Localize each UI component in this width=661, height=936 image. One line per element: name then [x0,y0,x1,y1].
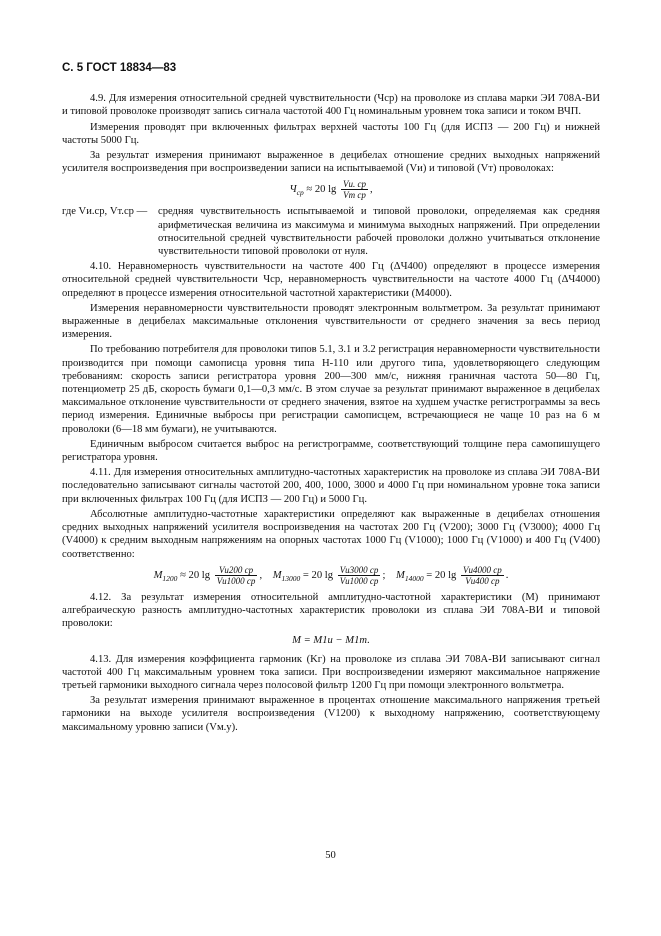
paragraph-4-12: 4.12. За результат измерения относительной амплитудно-частотной характеристики (М) принимают алгебраическую разность амплитудно-частотных характеристик проволоки из сплава ЭИ 708А-ВИ и типовой проволоки: [62,591,600,630]
paragraph-4-10-measure: Измерения неравномерности чувствительности проводят электронным вольтметром. За результат принимают выраженные в децибелах максимальные отклонения чувствительности от среднего значения за весь период измерения. [62,302,600,341]
page-number: 50 [325,850,336,861]
formula-difference: M = M1и − M1т. [292,635,370,647]
formula-frequency-response: $M_{1200} \approx 20$ lg $\frac{Vи200 ср}{Vи1000 ср}$ , $M_{13000} = 20$ lg $\frac{Vи3000 ср}{Vи1000 ср}$ ; $M_{14000} = 20$ lg $\frac{Vи4000 ср}{Vи400 ср}$ . [153,564,509,586]
paragraph-4-9-filters: Измерения проводят при включенных фильтрах верхней частоты 100 Гц (для ИСПЗ — 200 Гц) и нижней частоты 5000 Гц. [62,121,600,146]
definition-block [62,205,600,258]
paragraph-4-10-recorder: По требованию потребителя для проволоки типов 5.1, 3.1 и 3.2 регистрация неравномерности чувствительности производится при помощи самописца уровня типа Н-110 или другого типа, удовлетворяющего следующим требованиям: скорость записи регистратора уровня 200—300 мм/с, нижняя граничная частота 50—80 Гц, потенциометр 25 дБ, скорость бумаги 0,1—0,3 мм/с. В этом случае за результат принимают выраженное в децибелах максимальное отклонение чувствительности от среднего значения, взятое на худшем участке регистрограммы за весь период измерения. Единичные выбросы при регистрации самописцем, встречающиеся не чаще 10 раз на 6 м проволоки (6—18 мм бумаги), не учитываются. [62,344,600,435]
paragraph-4-10-spike: Единичным выбросом считается выброс на регистрограмме, соответствующий толщине пера самопишущего регистратора уровня. [62,438,600,464]
paragraph-4-9-result: За результат измерения принимают выраженное в децибелах отношение средних выходных напряжений усилителя воспроизведения при воспроизведении записи на испытываемой (Vи) и типовой (Vт) проволоках: [62,150,600,175]
paragraph-4-9: 4.9. Для измерения относительной средней чувствительности (Чср) на проволоке из сплава марки ЭИ 708А-ВИ и типовой проволоке производят запись сигнала частотой 400 Гц номинальным уровнем тока записи и током ВЧП. [62,93,600,118]
document-page [62,62,600,736]
paragraph-4-11-abs: Абсолютные амплитудно-частотные характеристики определяют как выраженные в децибелах отношения средних выходных напряжений усилителя воспроизведения на частотах 200 Гц (V200); 3000 Гц (V3000); 4000 Гц (V4000) к средним выходным напряжениям на опорных частотах 1000 Гц (V1000); 1000 Гц (V1000) и 400 Гц (V400) соответственно: [62,508,600,560]
paragraph-4-13-result: За результат измерения принимают выраженное в процентах отношение максимального напряжения третьей гармоники на выходе усилителя воспроизведения (V1200) к выходному напряжению, соответствующему максимальному уровню записи (Vм.у). [62,695,600,733]
page-header: С. 5 ГОСТ 18834—83 [62,62,177,74]
formula-sensitivity: $Ч_{ср} \approx 20$ lg $\frac{Vи. ср}{\text{Vт ср}}$ , [289,179,373,201]
paragraph-4-10: 4.10. Неравномерность чувствительности на частоте 400 Гц (ΔЧ400) определяют в процессе измерения относительной средней чувствительности Чср, неравномерность чувствительности на частоте 4000 Гц (ΔЧ4000) определяют в процессе измерения относительной частотной характеристики (М4000). [62,261,600,299]
paragraph-4-11: 4.11. Для измерения относительных амплитудно-частотных характеристик на проволоке из сплава ЭИ 708А-ВИ последовательно записывают сигналы частотой 200, 400, 1000, 3000 и 4000 Гц при номинальном уровне тока записи при включенных фильтрах 100 Гц (для ИСПЗ — 200 Гц) и 5000 Гц. [62,467,600,505]
definition-text: средняя чувствительность испытываемой и типовой проволоки, определяемая как средняя арифметическая величина из максимума и минимума выходных напряжений. При определении относительной средней чувствительности рабочей проволоки должно учитываться отклонение чувствительности типовой проволоки от нуля. [158,206,600,258]
definition-label: где Vи.ср, Vт.ср — [62,206,148,218]
paragraph-4-13: 4.13. Для измерения коэффициента гармоник (Kг) на проволоке из сплава ЭИ 708А-ВИ записывают сигнал частотой 400 Гц максимальным уровнем тока записи. При воспроизведении измеряют максимальное напряжение третьей гармоники выходного сигнала через полосовой фильтр 1200 Гц при помощи электронного вольтметра. [62,653,600,691]
